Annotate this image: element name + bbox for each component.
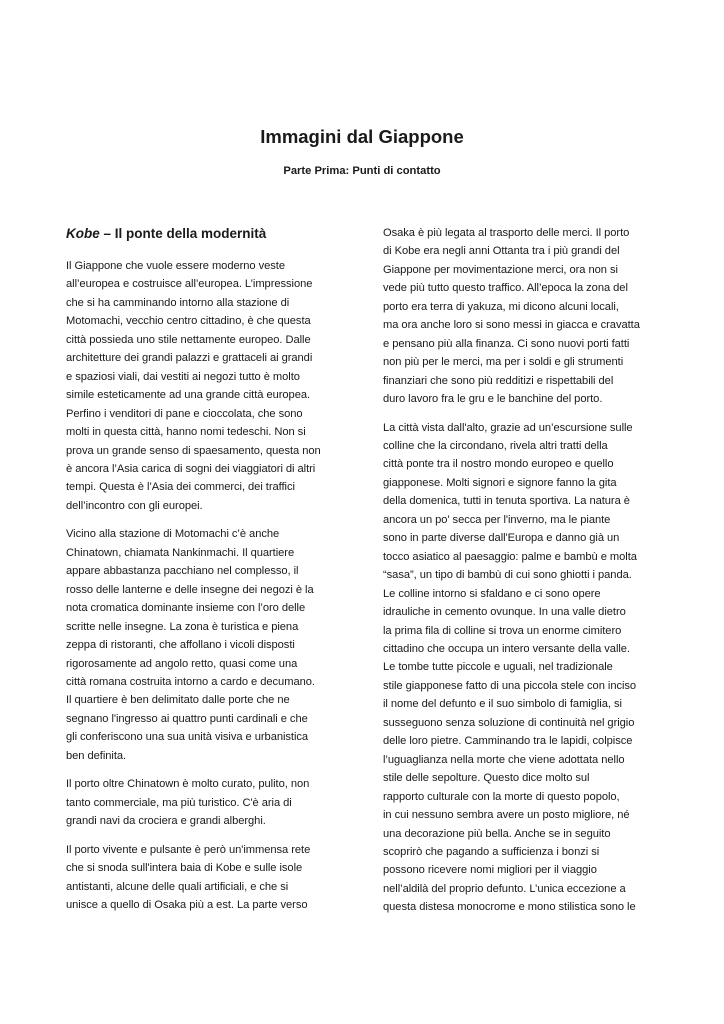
- text-line: ben definita.: [66, 749, 127, 762]
- text-line: Osaka è più legata al trasporto delle merci. Il porto: [383, 227, 630, 239]
- paragraph: [383, 224, 659, 409]
- text-line: dell’incontro con gli europei.: [66, 499, 203, 512]
- text-line: appare abbastanza pacchiano nel complesso, il: [66, 565, 299, 578]
- text-line: la prima fila di colline si trova un enorme cimitero: [383, 624, 622, 637]
- text-line: tanto commerciale, ma più turistico. C'è aria di: [66, 796, 292, 809]
- text-line: nota cromatica dominante insieme con l’oro delle: [66, 602, 306, 615]
- text-line: grandi navi da crociera e grandi alberghi.: [66, 815, 266, 828]
- text-line: zeppa di ristoranti, che affollano i vicoli disposti: [66, 639, 295, 652]
- text-line: molti in questa città, hanno nomi tedeschi. Non si: [66, 426, 306, 439]
- text-line: cittadino che occupa un intero versante della valle.: [383, 642, 630, 655]
- text-line: il nome del defunto e il suo simbolo di famiglia, si: [383, 698, 622, 711]
- text-line: vede più tutto questo traffico. All’epoca la zona del: [383, 282, 628, 295]
- text-line: tempi. Questa è l’Asia dei commerci, dei traffici: [66, 481, 295, 494]
- left-column: [66, 224, 344, 924]
- text-line: in cui nessuno sembra avere un posto migliore, né: [383, 809, 630, 822]
- text-line: duro lavoro fra le gru e le banchine del porto.: [383, 393, 603, 406]
- text-line: città possieda uno stile nettamente europeo. Dalle: [66, 333, 311, 346]
- document-subtitle: Parte Prima: Punti di contatto: [283, 165, 441, 177]
- text-line: porto era terra di yakuza, mi dicono alcuni locali,: [383, 300, 619, 313]
- text-line: questa distesa monocrome e mono stilistica sono le: [383, 901, 636, 914]
- text-line: gli conferiscono una sua unità visiva e urbanistica: [66, 731, 309, 744]
- text-line: scoprirò che pagando a sufficienza i bonzi si: [383, 845, 600, 858]
- text-line: Il Giappone che vuole essere moderno veste: [66, 260, 285, 272]
- text-line: Vicino alla stazione di Motomachi c’è anche: [66, 528, 280, 541]
- text-line: della domenica, tutti in tenuta sportiva. La natura è: [383, 495, 630, 508]
- section-heading-rest: – Il ponte della modernità: [99, 226, 267, 241]
- text-line: città romana costruita intorno a cardo e decumano.: [66, 675, 315, 688]
- document-title: Immagini dal Giappone: [260, 126, 464, 147]
- text-line: e pensano più alla finanza. Ci sono nuovi porti fatti: [383, 337, 630, 350]
- text-line: sono in parte diverse dall'Europa e danno già un: [383, 532, 620, 545]
- text-line: non più per le merci, ma per i soldi e gli strumenti: [383, 356, 624, 369]
- text-line: Il porto vivente e pulsante è però un'immensa rete: [66, 843, 311, 856]
- text-line: stile delle sepolture. Questo dice molto sul: [383, 772, 590, 785]
- text-line: finanziari che sono più redditizi e rispettabili del: [383, 374, 614, 387]
- text-line: e spaziosi viali, dai vestiti ai negozi tutto è molto: [66, 370, 300, 383]
- text-line: l’uguaglianza nella morte che viene adottata nello: [383, 753, 625, 766]
- text-line: all’europea e costruisce all’europea. L’impressione: [66, 278, 313, 291]
- text-line: ancora un po' secca per l'inverno, ma le piante: [383, 513, 611, 526]
- text-line: Chinatown, chiamata Nankinmachi. Il quartiere: [66, 546, 295, 559]
- text-line: ma ora anche loro si sono messi in giacca e cravatta: [383, 319, 640, 332]
- text-line: città ponte tra il nostro mondo europeo e quello: [383, 458, 614, 471]
- text-line: Le colline intorno si sfaldano e ci sono opere: [383, 587, 601, 600]
- text-line: architetture dei grandi palazzi e grattaceli ai grandi: [66, 352, 313, 365]
- text-line: è ancora l’Asia carica di sogni dei viaggiatori di altri: [66, 462, 316, 475]
- text-line: Il porto oltre Chinatown è molto curato, pulito, non: [66, 778, 310, 791]
- text-line: “sasa”, un tipo di bambù di cui sono ghiotti i panda.: [383, 569, 632, 582]
- text-line: rigorosamente ad angolo retto, quasi come una: [66, 657, 298, 670]
- text-line: simile esteticamente ad una grande città europea.: [66, 389, 311, 402]
- text-line: susseguono senza soluzione di continuità nel grigio: [383, 716, 635, 729]
- text-line: rapporto culturale con la morte di questo popolo,: [383, 790, 620, 803]
- right-column: [383, 224, 659, 927]
- paragraph: [66, 841, 344, 915]
- text-line: Le tombe tutte piccole e uguali, nel tradizionale: [383, 661, 613, 674]
- text-line: Perfino i venditori di pane e cioccolata, che sono: [66, 407, 303, 420]
- text-line: idrauliche in cemento ovunque. In una valle dietro: [383, 606, 626, 619]
- text-line: nell’aldilà del proprio defunto. L’unica eccezione a: [383, 882, 626, 895]
- text-line: tocco asiatico al paesaggio: palme e bambù e molta: [383, 550, 637, 563]
- text-line: stile giapponese fatto di una piccola stele con inciso: [383, 679, 637, 692]
- text-line: delle loro pietre. Camminando tra le lapidi, colpisce: [383, 735, 633, 748]
- text-line: scritte nelle insegne. La zona è turistica e piena: [66, 620, 299, 633]
- text-line: possono ricevere nomi migliori per il viaggio: [383, 864, 597, 877]
- text-line: che si ha camminando intorno alla stazione di: [66, 296, 290, 309]
- text-line: segnano l'ingresso ai quattro punti cardinali e che: [66, 712, 308, 725]
- text-line: prova un grande senso di spaesamento, questa non: [66, 444, 321, 457]
- text-line: colline che la circondano, rivela altri tratti della: [383, 439, 608, 452]
- text-line: Motomachi, vecchio centro cittadino, è che questa: [66, 315, 311, 328]
- text-line: unisce a quello di Osaka più a est. La parte verso: [66, 898, 308, 911]
- text-line: che si snoda sull'intera baia di Kobe e sulle isole: [66, 862, 303, 875]
- section-heading: [66, 224, 344, 244]
- paragraph: [66, 775, 344, 830]
- paragraph: [66, 525, 344, 765]
- text-line: di Kobe era negli anni Ottanta tra i più grandi del: [383, 245, 620, 258]
- text-line: Giappone per movimentazione merci, ora non si: [383, 263, 618, 276]
- text-line: Il quartiere è ben delimitato dalle porte che ne: [66, 694, 290, 707]
- text-line: antistanti, alcune delle quali artificiali, e che si: [66, 880, 289, 893]
- section-heading-place: Kobe: [66, 226, 100, 241]
- text-line: giapponese. Molti signori e signore fanno la gita: [383, 476, 617, 489]
- text-line: rosso delle lanterne e delle insegne dei negozi è la: [66, 583, 314, 596]
- text-line: La città vista dall'alto, grazie ad un’escursione sulle: [383, 421, 633, 434]
- text-line: una decorazione più bella. Anche se in seguito: [383, 827, 611, 840]
- paragraph: [66, 257, 344, 515]
- paragraph: [383, 419, 659, 917]
